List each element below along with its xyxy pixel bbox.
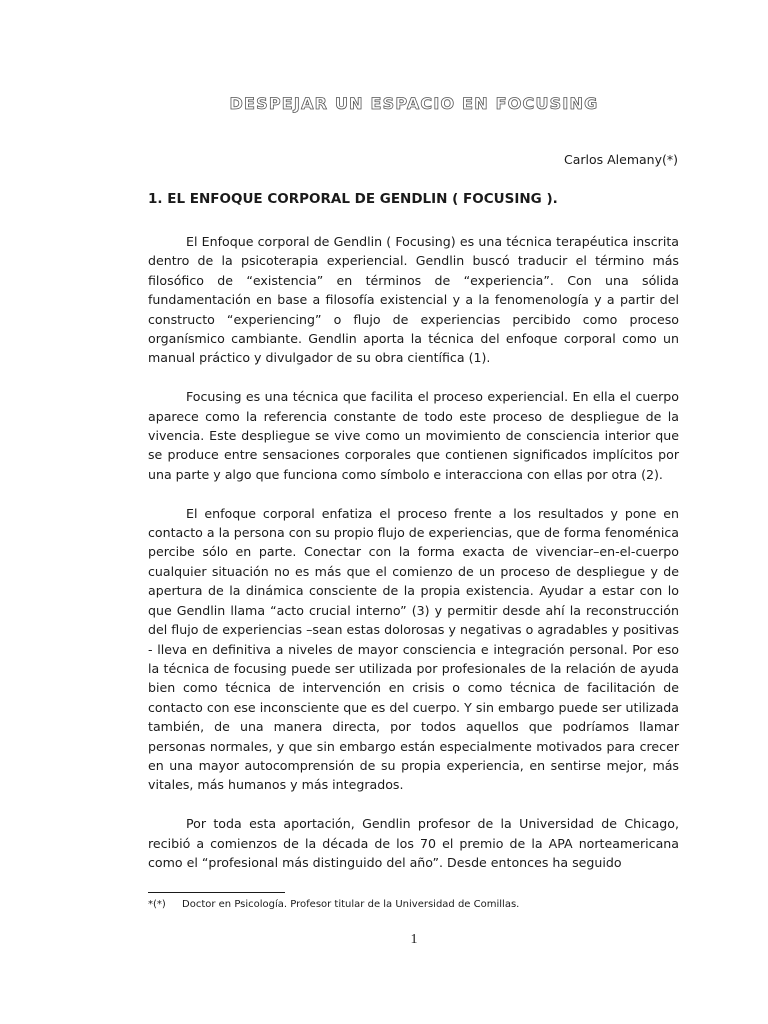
paragraph: Por toda esta aportación, Gendlin profesor de la Universidad de Chicago, recibió a comienzos de la década de los 70 el premio de la APA norteamericana como el “profesional más distinguido del año”. Desde entonces ha seguido — [148, 816, 679, 870]
footnote-text: Doctor en Psicología. Profesor titular de la Universidad de Comillas. — [182, 899, 520, 910]
paragraph: El enfoque corporal enfatiza el proceso frente a los resultados y pone en contacto a la persona con su propio flujo de experiencias, que de forma fenoménica percibe sólo en parte. Conectar con la forma exacta de vivenciar–en-el-cuerpo cualquier situación no es más que el comienzo de un proceso de despliegue y de apertura de la dinámica consciente de la propia existencia. Ayudar a estar con lo que Gendlin llama “acto crucial interno” (3) y permitir desde ahí la reconstrucción del flujo de experiencias –sean estas dolorosas y negativas o agradables y positivas - lleva en definitiva a niveles de mayor consciencia e integración personal. Por eso la técnica de focusing puede ser utilizada por profesionales de la relación de ayuda bien como técnica de intervención en crisis o como técnica de facilitación de contacto con ese inconsciente que es del cuerpo. Y sin embargo puede ser utilizada también, de una manera directa, por todos aquellos que podríamos llamar personas normales, y que sin embargo están especialmente motivados para crecer en una mayor autocomprensión de su propia experiencia, en sentirse mejor, más vitales, más humanos y más integrados. — [148, 505, 679, 793]
section-heading: 1. EL ENFOQUE CORPORAL DE GENDLIN ( FOCUSING ). — [148, 191, 558, 207]
body-text — [148, 232, 679, 872]
paragraph: El Enfoque corporal de Gendlin ( Focusing) es una técnica terapéutica inscrita dentro de la psicoterapia experiencial. Gendlin buscó traducir el término más filosófico de “existencia” en términos de “experiencia”. Con una sólida fundamentación en base a filosofía existencial y a la fenomenología y a partir del constructo “experiencing” o flujo de experiencias percibido como proceso organísmico cambiante. Gendlin aporta la técnica del enfoque corporal como un manual práctico y divulgador de su obra científica (1). — [148, 234, 679, 366]
document-title: DESPEJAR UN ESPACIO EN FOCUSING — [229, 94, 599, 113]
author-name: Carlos Alemany(*) — [563, 152, 678, 167]
footnote-mark: *(*) — [148, 899, 166, 910]
footnote — [148, 899, 519, 910]
page-number: 1 — [410, 932, 418, 947]
paragraph: Focusing es una técnica que facilita el proceso experiencial. En ella el cuerpo aparece como la referencia constante de todo este proceso de despliegue de la vivencia. Este despliegue se vive como un movimiento de consciencia interior que se produce entre sensaciones corporales que contienen significados implícitos por una parte y algo que funciona como símbolo e interacciona con ellas por otra (2). — [148, 389, 679, 482]
footnote-divider — [148, 892, 285, 893]
